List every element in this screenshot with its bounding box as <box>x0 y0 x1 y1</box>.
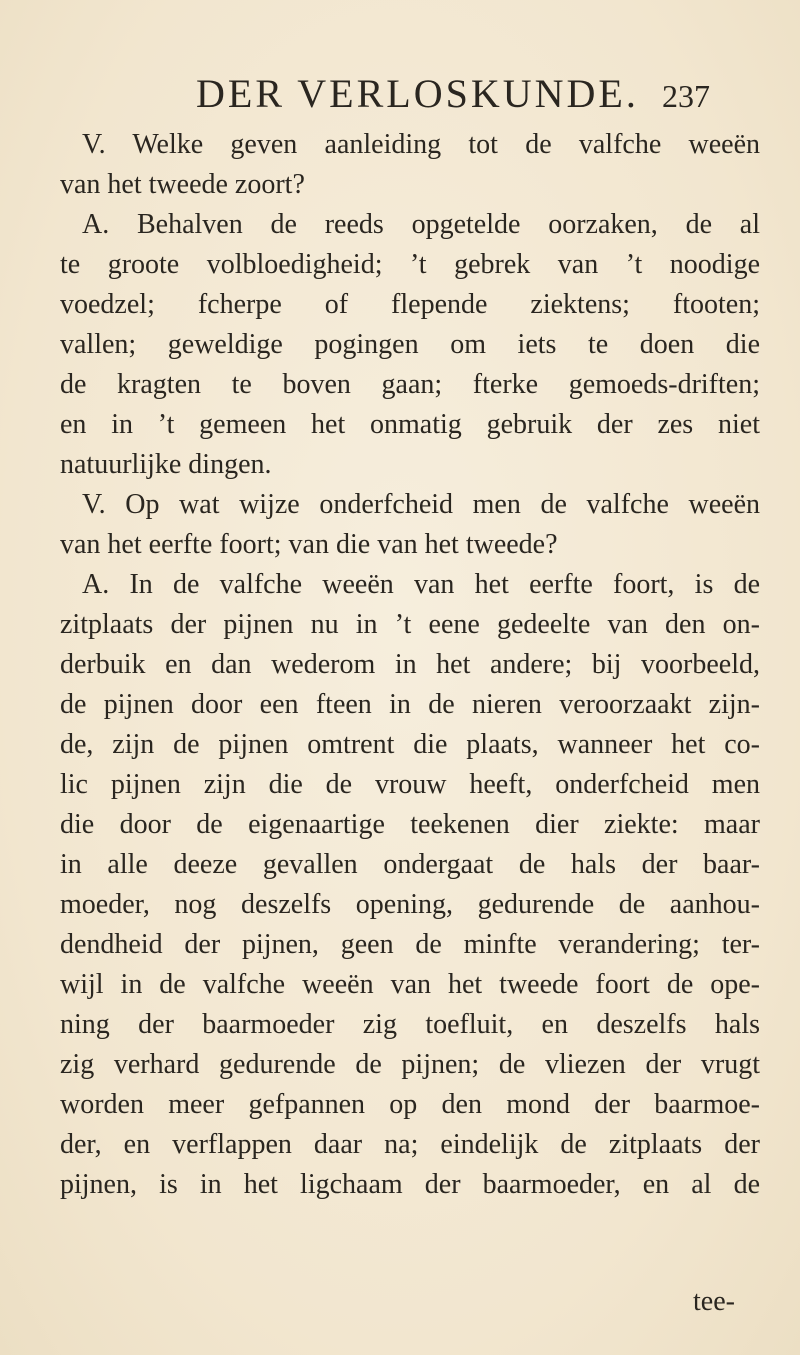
catchword: tee- <box>693 1286 735 1317</box>
text-line: V. Welke geven aanleiding tot de valfche weeën <box>82 129 760 160</box>
text-line: A. Behalven de reeds opgetelde oorzaken, de al <box>82 209 760 240</box>
text-line: de kragten te boven gaan; fterke gemoeds-driften; <box>60 369 760 400</box>
text-line: vallen; geweldige pogingen om iets te doen die <box>60 329 760 360</box>
text-line: ning der baarmoeder zig toefluit, en deszelfs hals <box>60 1009 760 1040</box>
text-line: derbuik en dan wederom in het andere; bij voorbeeld, <box>60 649 760 680</box>
running-head <box>140 70 710 118</box>
text-line: A. In de valfche weeën van het eerfte foort, is de <box>82 569 760 600</box>
page-number: 237 <box>662 78 710 114</box>
text-line: te groote volbloedigheid; ’t gebrek van ’t noodige <box>60 249 760 280</box>
text-line: en in ’t gemeen het onmatig gebruik der zes niet <box>60 409 760 440</box>
running-title: DER VERLOSKUNDE. <box>196 71 639 116</box>
body-text <box>60 125 760 1205</box>
text-line: wijl in de valfche weeën van het tweede foort de ope- <box>60 969 760 1000</box>
text-line: van het eerfte foort; van die van het tweede? <box>60 529 558 560</box>
text-line: pijnen, is in het ligchaam der baarmoeder, en al de <box>60 1169 760 1200</box>
text-line: lic pijnen zijn die de vrouw heeft, onderfcheid men <box>60 769 760 800</box>
text-line: dendheid der pijnen, geen de minfte verandering; ter- <box>60 929 760 960</box>
text-line: voedzel; fcherpe of flepende ziektens; ftooten; <box>60 289 760 320</box>
text-line: van het tweede zoort? <box>60 169 305 200</box>
text-line: de pijnen door een fteen in de nieren veroorzaakt zijn- <box>60 689 760 720</box>
text-line: in alle deeze gevallen ondergaat de hals der baar- <box>60 849 760 880</box>
text-line: moeder, nog deszelfs opening, gedurende de aanhou- <box>60 889 760 920</box>
text-line: natuurlijke dingen. <box>60 449 272 480</box>
text-line: zitplaats der pijnen nu in ’t eene gedeelte van den on- <box>60 609 760 640</box>
text-line: der, en verflappen daar na; eindelijk de zitplaats der <box>60 1129 760 1160</box>
text-line: zig verhard gedurende de pijnen; de vliezen der vrugt <box>60 1049 760 1080</box>
text-line: worden meer gefpannen op den mond der baarmoe- <box>60 1089 760 1120</box>
text-line: die door de eigenaartige teekenen dier ziekte: maar <box>60 809 760 840</box>
text-line: de, zijn de pijnen omtrent die plaats, wanneer het co- <box>60 729 760 760</box>
text-line: V. Op wat wijze onderfcheid men de valfche weeën <box>82 489 760 520</box>
